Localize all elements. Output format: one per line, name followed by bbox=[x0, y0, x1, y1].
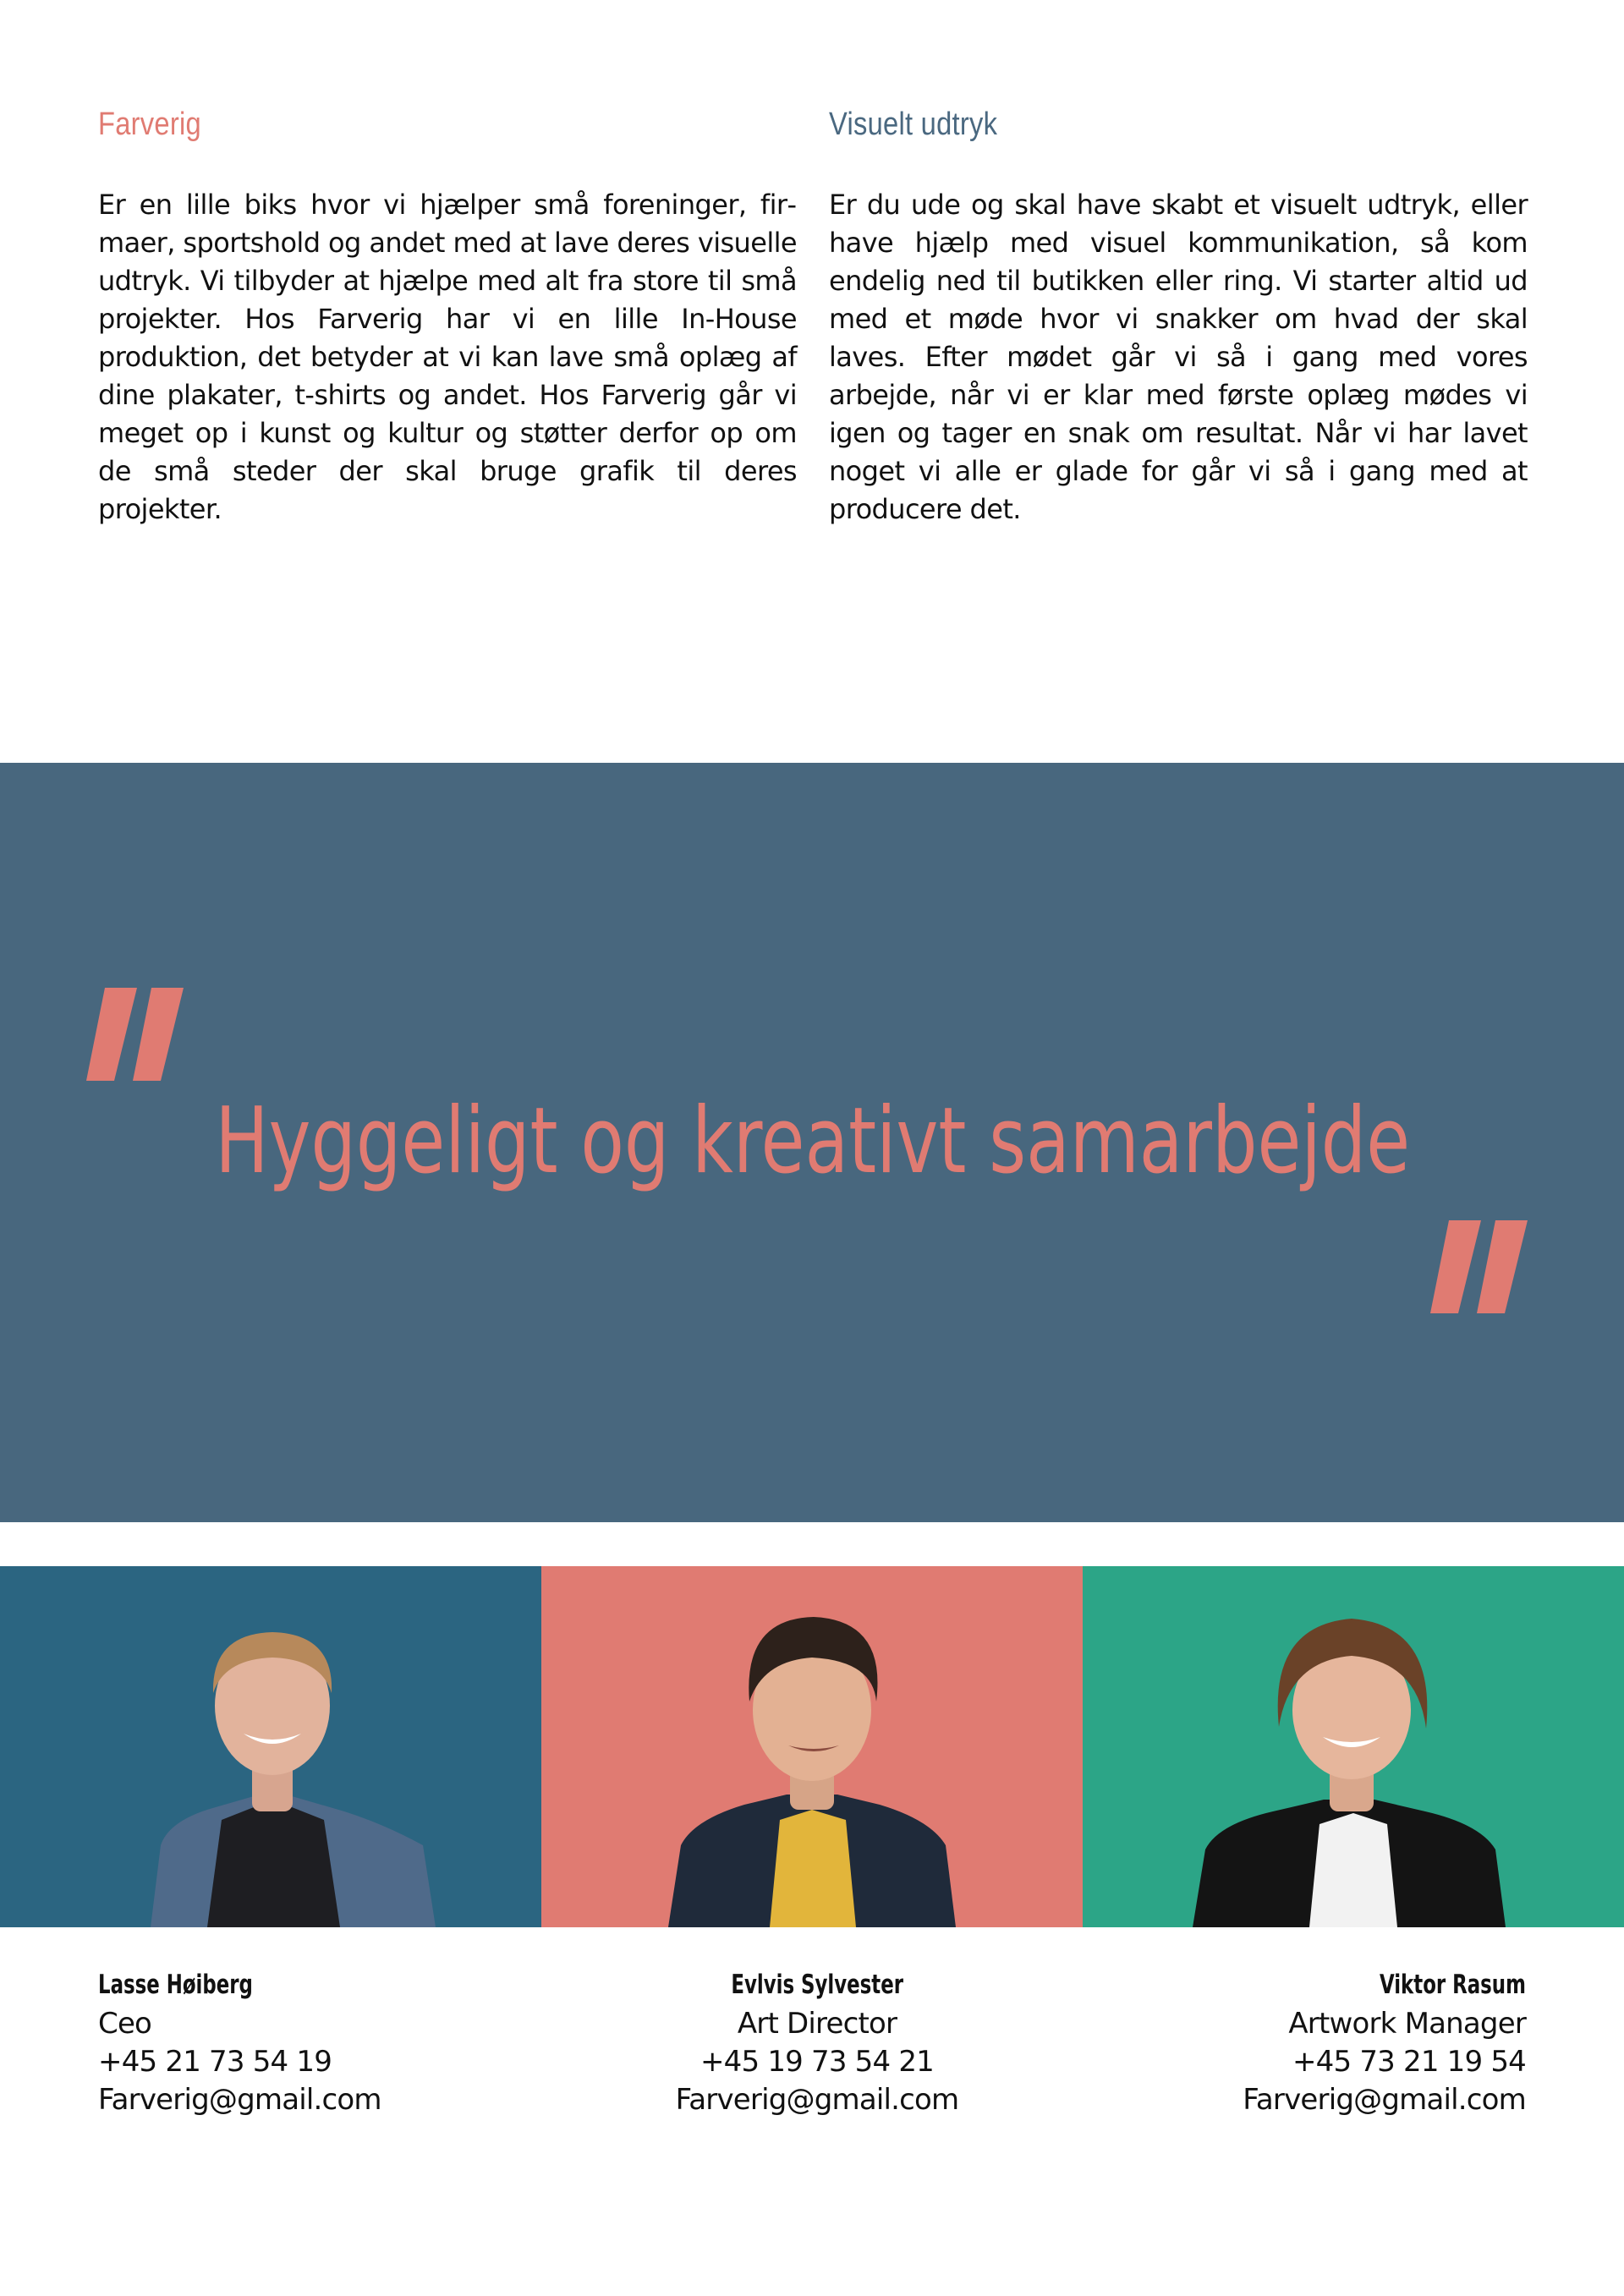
member-phone[interactable]: +45 19 73 54 21 bbox=[700, 2045, 935, 2079]
team-member-lasse bbox=[98, 1964, 572, 2119]
farverig-heading: Farverig bbox=[98, 107, 201, 142]
team-member-viktor bbox=[1052, 1964, 1526, 2119]
team-photos bbox=[0, 1566, 1624, 1927]
close-quote-icon bbox=[1430, 1220, 1528, 1313]
farverig-section bbox=[98, 100, 797, 529]
team-member-evlvis bbox=[580, 1964, 1054, 2119]
visuelt-udtryk-body: Er du ude og skal have skabt et visuelt udtryk, eller have hjælp med visuel kommunikation, så kom endelig ned til butikken eller ring. Vi starter altid ud med et møde hvor vi snakker om hvad der skal laves. Efter mødet går vi så i gang med vores arbejde, når vi er klar med første oplæg mødes vi igen og tager en snak om resultat. Når vi har lavet noget vi alle er glade for går vi så i gang med at producere det. bbox=[829, 189, 1528, 525]
photo-lasse bbox=[0, 1566, 541, 1927]
member-phone[interactable]: +45 73 21 19 54 bbox=[1292, 2045, 1526, 2079]
farverig-body: Er en lille biks hvor vi hjælper små foreninger, firmaer, sportshold og andet med at lave deres visuelle udtryk. Vi tilbyder at hjælpe med alt fra store til små projekter. Hos Farverig har vi en lille In-House produktion, det betyder at vi kan lave små oplæg af dine plakater, t-shirts og andet. Hos Farverig går vi meget op i kunst og kultur og støtter derfor op om de små steder der skal bruge grafik til deres projekter. bbox=[98, 189, 797, 525]
visuelt-udtryk-section bbox=[829, 100, 1528, 529]
member-email[interactable]: Farverig@gmail.com bbox=[1243, 2083, 1526, 2117]
member-email[interactable]: Farverig@gmail.com bbox=[675, 2083, 959, 2117]
member-name: Lasse Høiberg bbox=[98, 1970, 253, 2000]
quote-text: Hyggeligt og kreativt samarbejde bbox=[215, 1088, 1411, 1194]
photo-evlvis bbox=[541, 1566, 1083, 1927]
visuelt-udtryk-heading: Visuelt udtryk bbox=[829, 107, 998, 142]
member-email[interactable]: Farverig@gmail.com bbox=[98, 2083, 381, 2117]
member-role: Ceo bbox=[98, 2007, 152, 2041]
member-role: Art Director bbox=[737, 2007, 897, 2041]
portrait-icon bbox=[1083, 1566, 1624, 1927]
member-name: Viktor Rasum bbox=[1380, 1970, 1526, 2000]
member-phone[interactable]: +45 21 73 54 19 bbox=[98, 2045, 332, 2079]
member-name: Evlvis Sylvester bbox=[731, 1970, 903, 2000]
portrait-icon bbox=[541, 1566, 1083, 1927]
photo-viktor bbox=[1083, 1566, 1624, 1927]
quote-band bbox=[0, 763, 1624, 1522]
open-quote-icon bbox=[86, 988, 184, 1081]
portrait-icon bbox=[0, 1566, 541, 1927]
member-role: Artwork Manager bbox=[1288, 2007, 1526, 2041]
